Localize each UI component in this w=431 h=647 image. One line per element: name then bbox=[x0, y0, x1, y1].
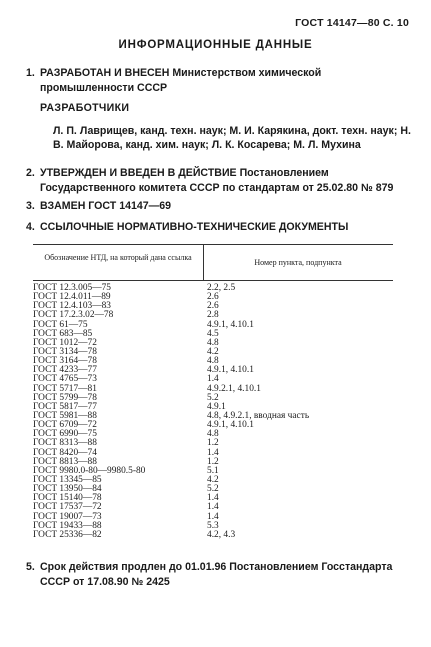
clause-cell: 4.8, 4.9.2.1, вводная часть bbox=[207, 410, 310, 421]
table-header-rule bbox=[33, 280, 393, 281]
clause-cell: 4.8 bbox=[207, 429, 219, 440]
designation-cell: ГОСТ 4765—73 bbox=[33, 374, 97, 385]
designation-cell: ГОСТ 61—75 bbox=[33, 319, 88, 330]
clause-cell: 4.9.1, 4.10.1 bbox=[207, 365, 254, 376]
section-number: 4. bbox=[26, 221, 35, 233]
section-text: ВЗАМЕН ГОСТ 14147—69 bbox=[40, 200, 172, 212]
section-number: 2. bbox=[26, 167, 35, 179]
designation-cell: ГОСТ 12.4.103—83 bbox=[33, 301, 111, 312]
section-text: РАЗРАБОТАН И ВНЕСЕН Министерством химической промышленности СССР bbox=[40, 67, 322, 94]
clause-cell: 1.4 bbox=[207, 493, 219, 504]
clause-cell: 1.2 bbox=[207, 438, 219, 449]
designation-cell: ГОСТ 5799—78 bbox=[33, 392, 97, 403]
designation-cell: ГОСТ 13345—85 bbox=[33, 474, 102, 485]
designation-cell: ГОСТ 6709—72 bbox=[33, 420, 97, 431]
section-text: УТВЕРЖДЕН И ВВЕДЕН В ДЕЙСТВИЕ Постановлением Государственного комитета СССР по стандартам от 25.02.80 № 879 bbox=[40, 167, 394, 194]
section-number: 3. bbox=[26, 200, 35, 212]
table-top-rule bbox=[33, 244, 393, 245]
designation-cell: ГОСТ 1012—72 bbox=[33, 337, 97, 348]
clause-cell: 4.8 bbox=[207, 356, 219, 367]
table-row bbox=[33, 531, 393, 540]
designation-cell: ГОСТ 6990—75 bbox=[33, 429, 97, 440]
section-2 bbox=[26, 166, 408, 196]
designation-cell: ГОСТ 12.3.005—75 bbox=[33, 283, 111, 293]
designation-cell: ГОСТ 19007—73 bbox=[33, 511, 102, 522]
designation-cell: ГОСТ 4233—77 bbox=[33, 365, 97, 376]
clause-cell: 4.2, 4.3 bbox=[207, 529, 236, 540]
clause-cell: 5.2 bbox=[207, 392, 219, 403]
clause-cell: 4.8 bbox=[207, 337, 219, 348]
clause-cell: 5.2 bbox=[207, 484, 219, 495]
table-header-clause: Номер пункта, подпункта bbox=[254, 258, 342, 267]
section-number: 5. bbox=[26, 561, 35, 573]
clause-cell: 1.4 bbox=[207, 511, 219, 522]
section-4 bbox=[26, 220, 408, 235]
designation-cell: ГОСТ 3164—78 bbox=[33, 356, 97, 367]
designation-cell: ГОСТ 3134—78 bbox=[33, 346, 97, 357]
designation-cell: ГОСТ 8420—74 bbox=[33, 447, 97, 458]
clause-cell: 1.4 bbox=[207, 374, 219, 385]
section-number: 1. bbox=[26, 67, 35, 79]
developers-heading: РАЗРАБОТЧИКИ bbox=[40, 102, 130, 114]
page-header: ГОСТ 14147—80 С. 10 bbox=[295, 17, 409, 29]
designation-cell: ГОСТ 12.4.011—89 bbox=[33, 292, 111, 303]
reference-table-body bbox=[33, 284, 393, 540]
section-3 bbox=[26, 199, 408, 214]
designation-cell: ГОСТ 17537—72 bbox=[33, 502, 102, 513]
clause-cell: 4.2 bbox=[207, 474, 219, 485]
clause-cell: 1.4 bbox=[207, 502, 219, 513]
designation-cell: ГОСТ 15140—78 bbox=[33, 493, 102, 504]
clause-cell: 2.6 bbox=[207, 292, 219, 303]
developers-text: Л. П. Лаврищев, канд. техн. наук; М. И. Карякина, докт. техн. наук; Н. В. Майорова, канд. хим. наук; Л. К. Косарева; М. Л. Мухина bbox=[53, 125, 411, 151]
clause-cell: 4.5 bbox=[207, 328, 219, 339]
table-header-designation: Обозначение НТД, на который дана ссылка bbox=[44, 253, 192, 262]
clause-cell: 2.8 bbox=[207, 310, 219, 321]
designation-cell: ГОСТ 8813—88 bbox=[33, 456, 97, 467]
designation-cell: ГОСТ 8313—88 bbox=[33, 438, 97, 449]
clause-cell: 4.9.2.1, 4.10.1 bbox=[207, 383, 261, 394]
designation-cell: ГОСТ 5717—81 bbox=[33, 383, 97, 394]
clause-cell: 5.3 bbox=[207, 520, 219, 531]
designation-cell: ГОСТ 19433—88 bbox=[33, 520, 102, 531]
designation-cell: ГОСТ 683—85 bbox=[33, 328, 93, 339]
section-text: ССЫЛОЧНЫЕ НОРМАТИВНО-ТЕХНИЧЕСКИЕ ДОКУМЕНТЫ bbox=[40, 221, 349, 233]
table-column-divider bbox=[203, 244, 204, 280]
designation-cell: ГОСТ 13950—84 bbox=[33, 484, 102, 495]
clause-cell: 1.2 bbox=[207, 456, 219, 467]
designation-cell: ГОСТ 5817—77 bbox=[33, 401, 97, 412]
designation-cell: ГОСТ 5981—88 bbox=[33, 410, 97, 421]
clause-cell: 5.1 bbox=[207, 465, 219, 476]
clause-cell: 4.9.1 bbox=[207, 401, 226, 412]
section-text: Срок действия продлен до 01.01.96 Постановлением Госстандарта СССР от 17.08.90 № 2425 bbox=[40, 561, 393, 588]
clause-cell: 4.9.1, 4.10.1 bbox=[207, 420, 254, 431]
page-title: ИНФОРМАЦИОННЫЕ ДАННЫЕ bbox=[118, 39, 313, 51]
section-1 bbox=[26, 66, 408, 96]
clause-cell: 1.4 bbox=[207, 447, 219, 458]
clause-cell: 4.9.1, 4.10.1 bbox=[207, 319, 254, 330]
designation-cell: ГОСТ 9980.0-80—9980.5-80 bbox=[33, 465, 146, 476]
clause-cell: 2.2, 2.5 bbox=[207, 283, 236, 293]
designation-cell: ГОСТ 25336—82 bbox=[33, 529, 102, 540]
designation-cell: ГОСТ 17.2.3.02—78 bbox=[33, 310, 114, 321]
section-5 bbox=[26, 560, 408, 590]
clause-cell: 2.6 bbox=[207, 301, 219, 312]
clause-cell: 4.2 bbox=[207, 346, 219, 357]
